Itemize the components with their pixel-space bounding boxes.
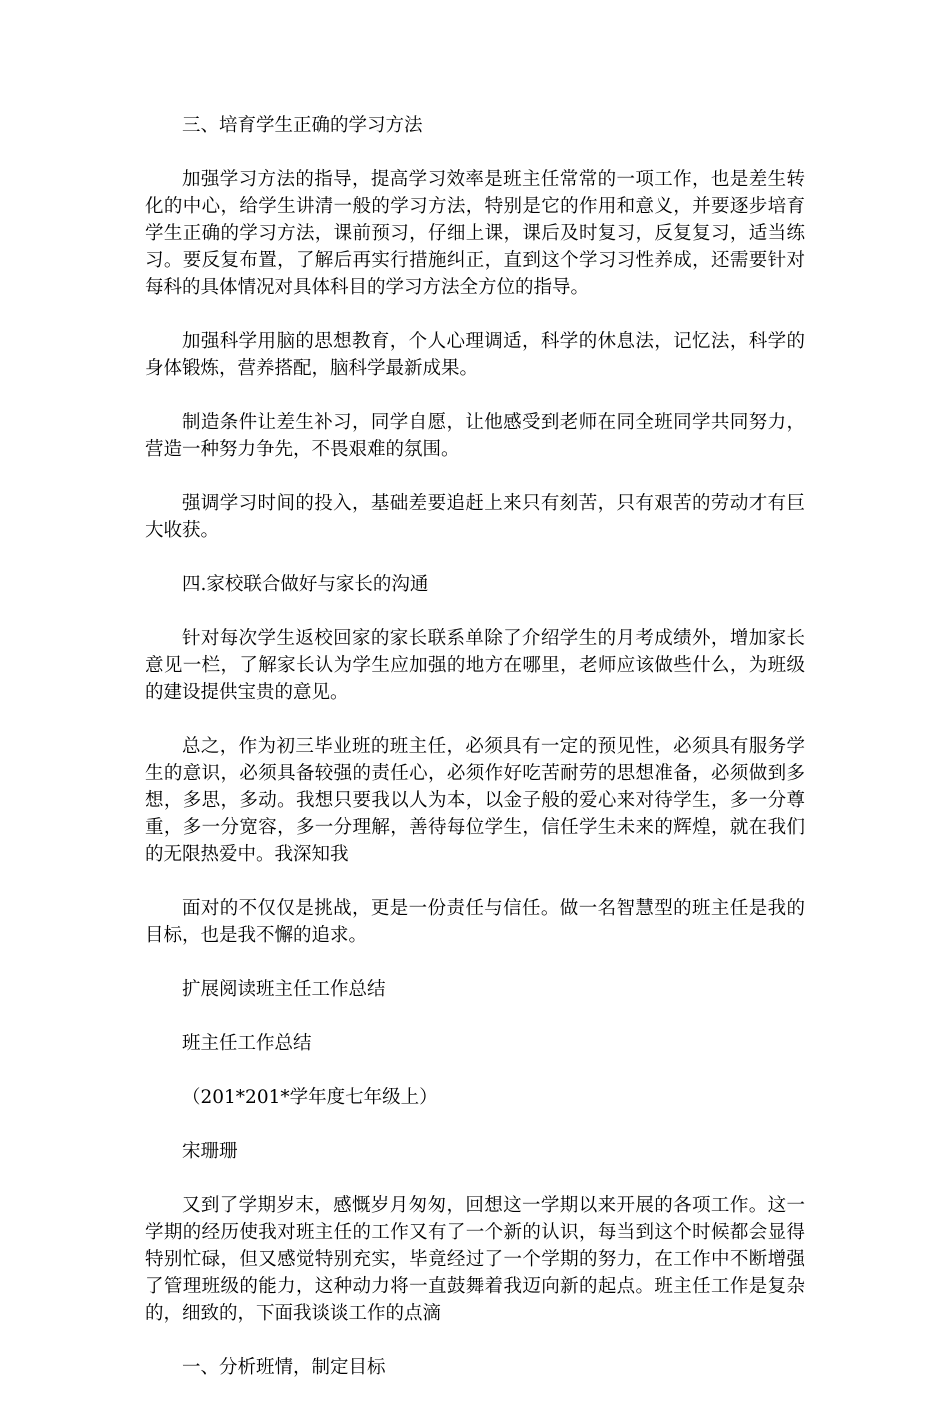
- extended-reading-heading: 扩展阅读班主任工作总结: [182, 979, 386, 1000]
- summary-title: 班主任工作总结: [182, 1033, 312, 1054]
- document-page: [145, 112, 805, 1408]
- paragraph: 面对的不仅仅是挑战，更是一份责任与信任。做一名智慧型的班主任是我的目标，也是我不懈的追求。: [145, 898, 805, 946]
- paragraph: 总之，作为初三毕业班的班主任，必须具有一定的预见性，必须具有服务学生的意识，必须具备较强的责任心，必须作好吃苦耐劳的思想准备，必须做到多想，多思，多动。我想只要我以人为本，以金子般的爱心来对待学生，多一分尊重，多一分宽容，多一分理解，善待每位学生，信任学生未来的辉煌，就在我们的无限热爱中。我深知我: [145, 736, 805, 865]
- paragraph: 强调学习时间的投入，基础差要追赶上来只有刻苦，只有艰苦的劳动才有巨大收获。: [145, 493, 805, 541]
- paragraph: 针对每次学生返校回家的家长联系单除了介绍学生的月考成绩外，增加家长意见一栏，了解家长认为学生应加强的地方在哪里，老师应该做些什么，为班级的建设提供宝贵的意见。: [145, 628, 805, 703]
- section-heading-3: 三、培育学生正确的学习方法: [182, 115, 423, 136]
- section-heading-4: 四.家校联合做好与家长的沟通: [182, 574, 429, 595]
- school-year-subtitle: （201*201*学年度七年级上）: [182, 1087, 438, 1108]
- paragraph: 制造条件让差生补习，同学自愿，让他感受到老师在同全班同学共同努力，营造一种努力争先，不畏艰难的氛围。: [145, 412, 805, 460]
- paragraph: 加强学习方法的指导，提高学习效率是班主任常常的一项工作，也是差生转化的中心，给学生讲清一般的学习方法，特别是它的作用和意义，并要逐步培育学生正确的学习方法，课前预习，仔细上课，课后及时复习，反复复习，适当练习。要反复布置，了解后再实行措施纠正，直到这个学习习性养成，还需要针对每科的具体情况对具体科目的学习方法全方位的指导。: [145, 169, 805, 298]
- section-heading-1: 一、分析班情，制定目标: [182, 1357, 386, 1378]
- paragraph: 加强科学用脑的思想教育，个人心理调适，科学的休息法，记忆法，科学的身体锻炼，营养搭配，脑科学最新成果。: [145, 331, 805, 379]
- author-name: 宋珊珊: [182, 1141, 238, 1162]
- paragraph: 又到了学期岁末，感慨岁月匆匆，回想这一学期以来开展的各项工作。这一学期的经历使我对班主任的工作又有了一个新的认识，每当到这个时候都会显得特别忙碌，但又感觉特别充实，毕竟经过了一个学期的努力，在工作中不断增强了管理班级的能力，这种动力将一直鼓舞着我迈向新的起点。班主任工作是复杂的，细致的，下面我谈谈工作的点滴: [145, 1195, 805, 1324]
